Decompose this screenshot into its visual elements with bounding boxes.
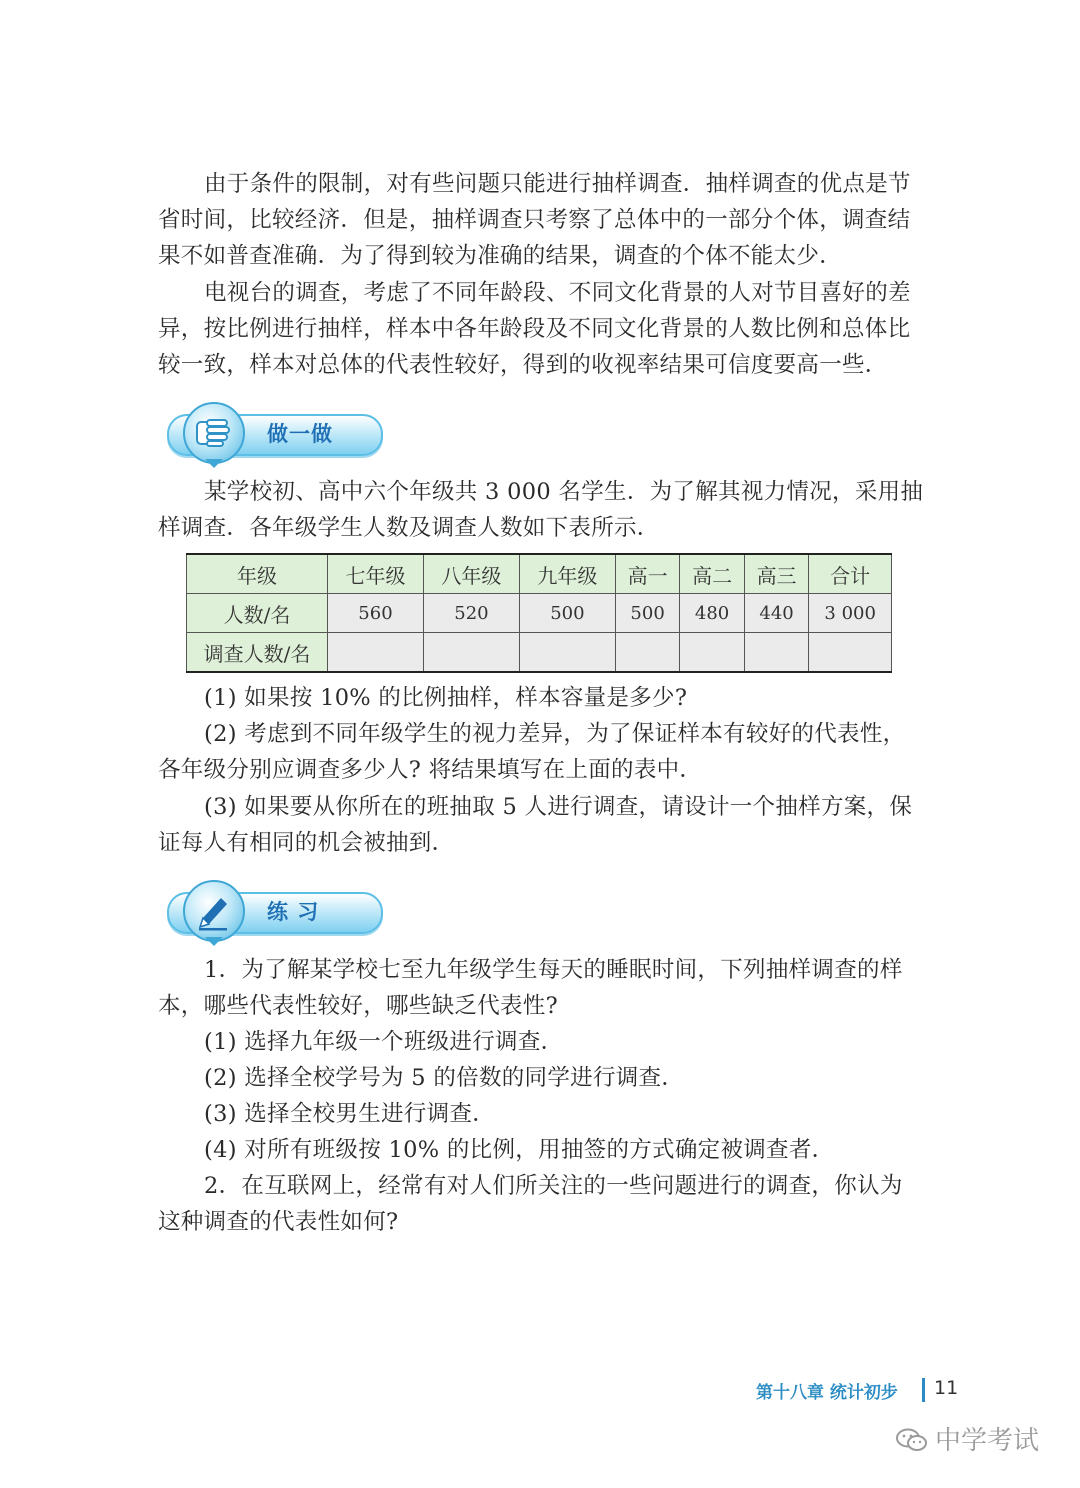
chapter-title: 第十八章 统计初步 bbox=[756, 1383, 898, 1403]
grade-table bbox=[186, 553, 892, 673]
exercise-line: (2) 选择全校学号为 5 的倍数的同学进行调查． bbox=[204, 1065, 685, 1091]
exercise-line: (3) 选择全校男生进行调查． bbox=[204, 1101, 496, 1127]
table-header-cell: 七年级 bbox=[328, 554, 424, 594]
activity-intro-line: 样调查．各年级学生人数及调查人数如下表所示． bbox=[158, 515, 660, 541]
watermark bbox=[895, 1420, 1039, 1460]
question-line: 证每人有相同的机会被抽到． bbox=[158, 830, 455, 856]
table-cell: 520 bbox=[423, 594, 519, 633]
table-header-cell: 高三 bbox=[744, 554, 808, 594]
table-row-label: 人数/名 bbox=[187, 594, 328, 633]
table-row bbox=[187, 633, 892, 673]
exercise-line: 2．在互联网上，经常有对人们所关注的一些问题进行的调查，你认为 bbox=[204, 1173, 903, 1199]
table-header-cell: 高一 bbox=[615, 554, 679, 594]
banner-pointer bbox=[205, 459, 223, 468]
table-row-label: 调查人数/名 bbox=[187, 633, 328, 673]
table-cell: 560 bbox=[328, 594, 424, 633]
question-line: (3) 如果要从你所在的班抽取 5 人进行调查，请设计一个抽样方案，保 bbox=[204, 794, 913, 820]
table-cell: 480 bbox=[680, 594, 744, 633]
table-header-cell: 高二 bbox=[680, 554, 744, 594]
paragraph-line: 省时间，比较经济．但是，抽样调查只考察了总体中的一部分个体，调查结 bbox=[158, 207, 911, 233]
banner-pointer bbox=[205, 937, 223, 946]
table-header-cell: 年级 bbox=[187, 554, 328, 594]
table-cell-empty bbox=[809, 633, 892, 673]
exercise-banner bbox=[155, 886, 385, 948]
hand-icon bbox=[191, 410, 235, 454]
table-row bbox=[187, 594, 892, 633]
table-header-cell: 八年级 bbox=[423, 554, 519, 594]
paragraph-line: 异，按比例进行抽样，样本中各年龄段及不同文化背景的人数比例和总体比 bbox=[158, 316, 911, 342]
banner-title: 练 习 bbox=[267, 900, 320, 924]
exercise-line: 这种调查的代表性如何? bbox=[158, 1209, 399, 1235]
table-cell: 500 bbox=[519, 594, 615, 633]
exercise-line: (1) 选择九年级一个班级进行调查． bbox=[204, 1029, 564, 1055]
table-cell-empty bbox=[519, 633, 615, 673]
table-cell: 440 bbox=[744, 594, 808, 633]
table-cell-empty bbox=[744, 633, 808, 673]
table-header-cell: 九年级 bbox=[519, 554, 615, 594]
table-cell-empty bbox=[615, 633, 679, 673]
table-cell-empty bbox=[680, 633, 744, 673]
table-cell: 500 bbox=[615, 594, 679, 633]
question-line: (2) 考虑到不同年级学生的视力差异，为了保证样本有较好的代表性， bbox=[204, 721, 906, 747]
paragraph-line: 较一致，样本对总体的代表性较好，得到的收视率结果可信度要高一些． bbox=[158, 352, 888, 378]
table-header-cell: 合计 bbox=[809, 554, 892, 594]
paragraph-line: 由于条件的限制，对有些问题只能进行抽样调查．抽样调查的优点是节 bbox=[204, 171, 911, 197]
exercise-line: 本，哪些代表性较好，哪些缺乏代表性? bbox=[158, 993, 558, 1019]
banner-title: 做一做 bbox=[267, 422, 333, 446]
activity-banner bbox=[155, 408, 385, 470]
table-cell-empty bbox=[328, 633, 424, 673]
question-line: (1) 如果按 10% 的比例抽样，样本容量是多少? bbox=[204, 685, 688, 711]
paragraph-line: 果不如普查准确．为了得到较为准确的结果，调查的个体不能太少． bbox=[158, 243, 843, 269]
page-number: 11 bbox=[934, 1377, 959, 1399]
paragraph-line: 电视台的调查，考虑了不同年龄段、不同文化背景的人对节目喜好的差 bbox=[204, 280, 911, 306]
pencil-icon bbox=[191, 888, 235, 932]
watermark-text: 中学考试 bbox=[935, 1426, 1040, 1456]
question-line: 各年级分别应调查多少人? 将结果填写在上面的表中． bbox=[158, 757, 703, 783]
wechat-icon bbox=[895, 1427, 929, 1460]
exercise-line: (4) 对所有班级按 10% 的比例，用抽签的方式确定被调查者． bbox=[204, 1137, 835, 1163]
table-cell: 3 000 bbox=[809, 594, 892, 633]
activity-intro-line: 某学校初、高中六个年级共 3 000 名学生．为了解其视力情况，采用抽 bbox=[204, 479, 924, 505]
footer-divider bbox=[922, 1378, 925, 1402]
table-cell-empty bbox=[423, 633, 519, 673]
table-header-row bbox=[187, 554, 892, 594]
exercise-line: 1．为了解某学校七至九年级学生每天的睡眠时间，下列抽样调查的样 bbox=[204, 957, 903, 983]
